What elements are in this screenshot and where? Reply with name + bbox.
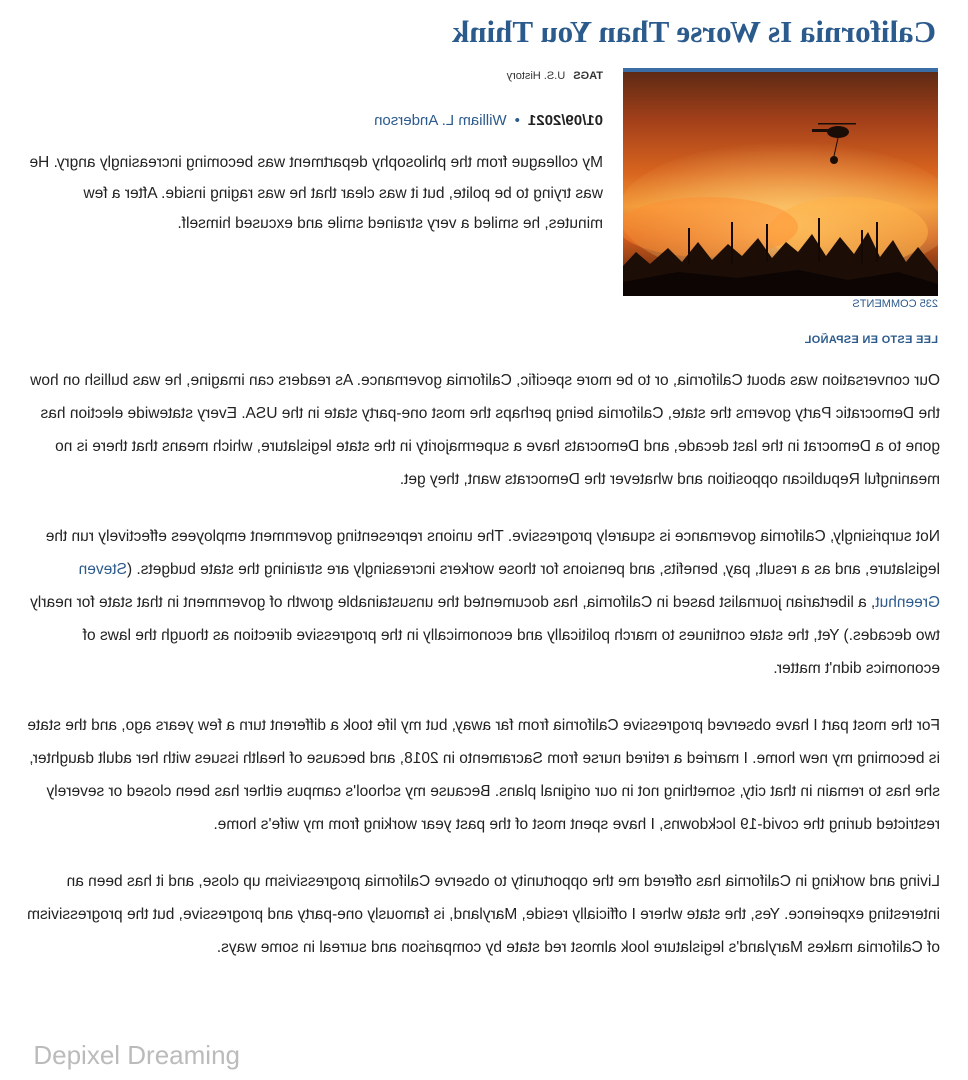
watermark-text: Depixel Dreaming bbox=[33, 1040, 240, 1070]
article-body bbox=[26, 364, 940, 988]
author-link[interactable]: William L. Anderson bbox=[374, 112, 507, 129]
article-title: California Is Worse Than You Think bbox=[452, 14, 936, 49]
wildfire-helicopter-image bbox=[623, 68, 938, 296]
paragraph-2 bbox=[26, 520, 940, 685]
steven-greenhut-link[interactable]: Steven Greenhut bbox=[78, 561, 940, 611]
tags-row bbox=[507, 70, 603, 82]
paragraph-1: Our conversation was about California, or to be more specific, California governance. As readers can imagine, he was bullish on how the Democratic Party governs the state, California being perhaps the most one-party state in the USA. Every statewide election has gone to a Democrat in the last decade, and Democrats have a supermajority in the state legislature, which means that there is no meaningful Republican opposition and whatever the Democrats want, they get. bbox=[30, 372, 940, 488]
separator-dot: • bbox=[514, 112, 520, 129]
lead-paragraph: My colleague from the philosophy department was becoming increasingly angry. He was trying to be polite, but it was clear that he was raging inside. After a few minutes, he smiled a very strained smile and excused himself. bbox=[29, 154, 603, 232]
spanish-version-link[interactable]: LEE ESTO EN ESPAÑOL bbox=[804, 334, 938, 346]
wildfire-illustration bbox=[623, 72, 938, 296]
paragraph-3: For the most part I have observed progressive California from far away, but my life took a different turn a few years ago, and the state is becoming my new home. I married a retired nurse from Sacramento in 2018, and because of health issues with her adult daughter, she has to remain in that city, something not in our original plans. Because my school's campus either has been closed or severely restricted during the covid-19 lockdowns, I have spent most of the past year working from my wife's home. bbox=[27, 717, 940, 833]
paragraph-2-text-b: , a libertarian journalist based in California, has documented the unsustainable growth of government in that state for nearly two decades.) Yet, the state continues to march politically and economically in the progressive direction as though the laws of economics didn't matter. bbox=[30, 594, 940, 677]
article-meta bbox=[374, 112, 603, 129]
tags-label: TAGS bbox=[573, 70, 603, 82]
comments-link[interactable]: 235 COMMENTS bbox=[852, 298, 938, 310]
tag-link[interactable]: U.S. History bbox=[506, 70, 566, 82]
publish-date: 01/09/2021 bbox=[527, 112, 603, 129]
paragraph-2-text-a: Not surprisingly, California governance is squarely progressive. The unions representing government employees effectively run the legislature, and as a result, pay, benefits, and pensions for those workers increasingly are straining the state budgets. ( bbox=[45, 528, 940, 578]
paragraph-4: Living and working in California has offered me the opportunity to observe California progressivism up close, and it has been an interesting experience. Yes, the state where I officially reside, Maryland, is famously one-party and progressive, but the progressivism of California makes Maryland's legislature look almost red state by comparison and surreal in some ways. bbox=[27, 873, 940, 956]
